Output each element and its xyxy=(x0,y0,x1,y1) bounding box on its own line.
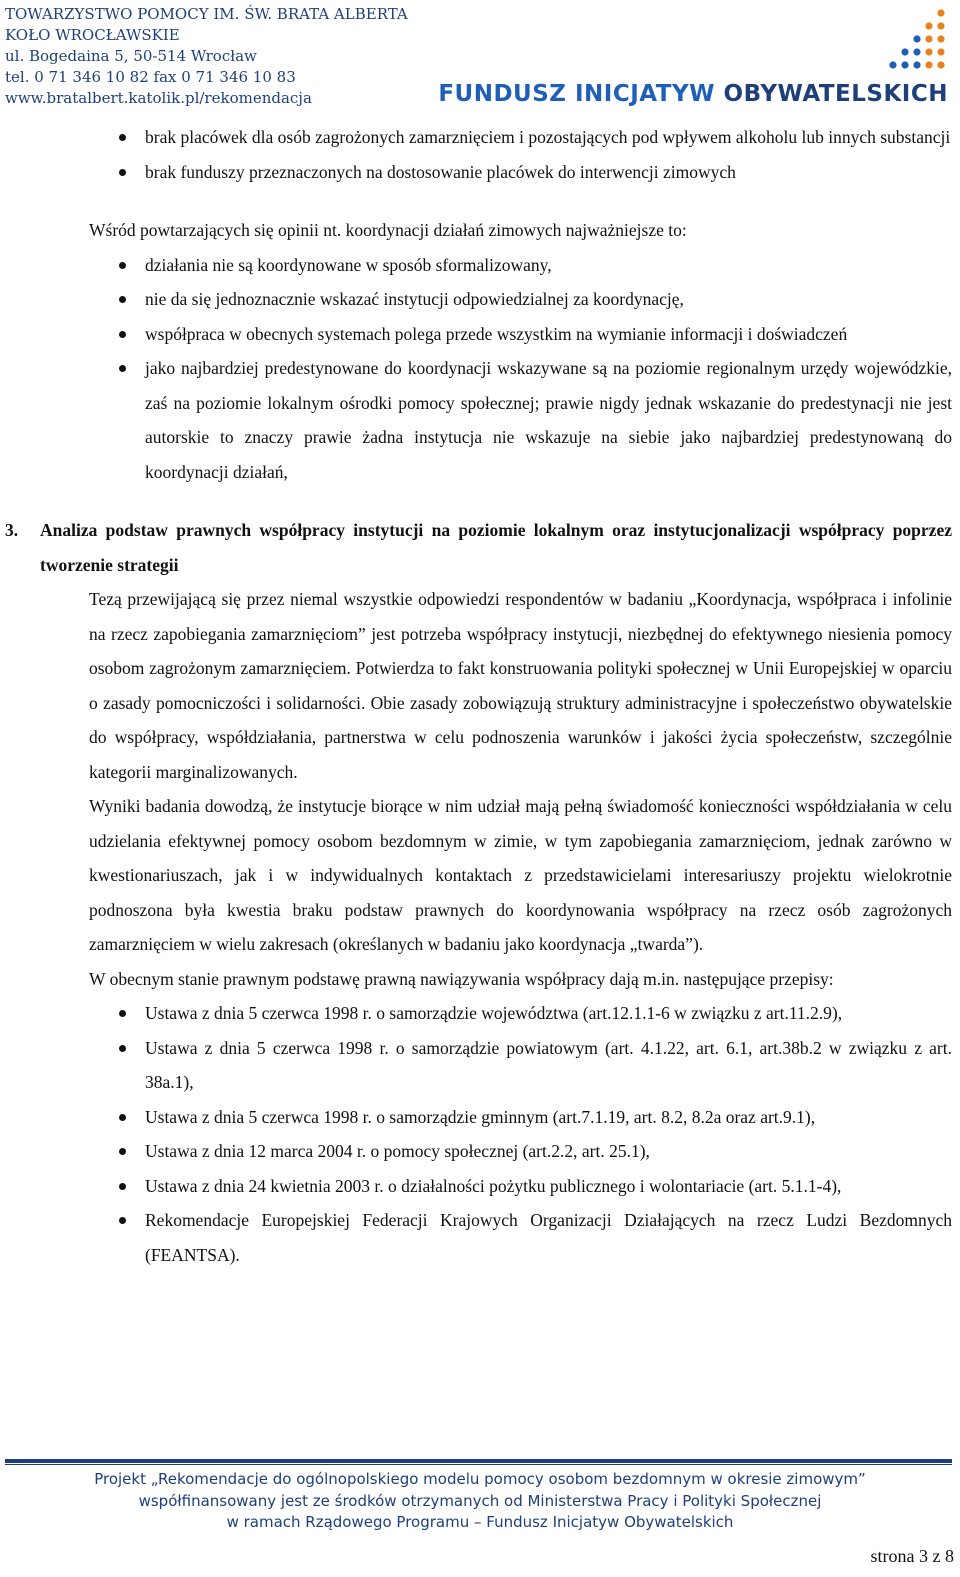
org-address: ul. Bogedaina 5, 50-514 Wrocław xyxy=(5,47,257,65)
footer-line: w ramach Rządowego Programu – Fundusz Inicjatyw Obywatelskich xyxy=(226,1513,734,1531)
logo-dot xyxy=(913,61,920,68)
logo-dot xyxy=(889,61,896,68)
organization-header xyxy=(5,4,408,109)
org-phone: tel. 0 71 346 10 82 fax 0 71 346 10 83 xyxy=(5,68,296,86)
intro-bullet-list xyxy=(0,120,960,189)
footer-divider xyxy=(5,1459,952,1463)
list-item: współpraca w obecnych systemach polega przede wszystkim na wymianie informacji i doświadczeń xyxy=(0,317,960,352)
fio-logo-part2: OBYWATELSKICH xyxy=(723,81,948,107)
logo-dot xyxy=(913,35,920,42)
list-item: Ustawa z dnia 12 marca 2004 r. o pomocy społecznej (art.2.2, art. 25.1), xyxy=(0,1134,960,1169)
list-item: jako najbardziej predestynowane do koordynacji wskazywane są na poziomie regionalnym urzędy wojewódzkie, zaś na poziomie lokalnym ośrodki pomocy społecznej; prawie nigdy jednak wskazanie do predestynacji nie jest autorskie to znaczy prawie żadna instytucja nie wskazuje na siebie jako najbardziej predestynowaną do koordynacji działań, xyxy=(0,351,960,489)
list-item: Ustawa z dnia 5 czerwca 1998 r. o samorządzie gminnym (art.7.1.19, art. 8.2, 8.2a oraz art.9.1), xyxy=(0,1100,960,1135)
logo-dot xyxy=(913,48,920,55)
logo-dot xyxy=(937,9,944,16)
opinions-bullet-list xyxy=(0,248,960,490)
footer-line: Projekt „Rekomendacje do ogólnopolskiego modelu pomocy osobom bezdomnym w okresie zimowym” xyxy=(94,1470,866,1488)
law-bullet-list xyxy=(0,996,960,1272)
logo-dot xyxy=(925,61,932,68)
section-title: Analiza podstaw prawnych współpracy instytucji na poziomie lokalnym oraz instytucjonalizacji współpracy poprzez tworzenie strategii xyxy=(40,520,952,575)
fio-logo-text xyxy=(438,81,948,107)
list-item: brak funduszy przeznaczonych na dostosowanie placówek do interwencji zimowych xyxy=(0,155,960,190)
paragraph: Tezą przewijającą się przez niemal wszystkie odpowiedzi respondentów w badaniu „Koordynacja, współpraca i infolinie na rzecz zapobiegania zamarznięciom” jest potrzeba współpracy instytucji, niezbędnej do efektywnego niesienia pomocy osobom zagrożonym zamarznięciem. Potwierdza to fakt konstruowania polityki społecznej w Unii Europejskiej w oparciu o zasady pomocniczości i solidarności. Obie zasady zobowiązują struktury administracyjne i społeczeństwo obywatelskie do współpracy, współdziałania, partnerstwa w celu podnoszenia warunków i jakości życia społeczeństw, szczególnie kategorii marginalizowanych. xyxy=(89,589,952,782)
section-number: 3. xyxy=(5,520,19,540)
org-website: www.bratalbert.katolik.pl/rekomendacja xyxy=(5,89,312,107)
list-item: brak placówek dla osób zagrożonych zamarznięciem i pozostających pod wpływem alkoholu lub innych substancji xyxy=(0,120,960,155)
paragraph: Wyniki badania dowodzą, że instytucje biorące w nim udział mają pełną świadomość konieczności współdziałania w celu udzielania efektywnej pomocy osobom bezdomnym w zimie, w tym zapobiegania zamarznięciom, jednak zarówno w kwestionariuszach, jak i w indywidualnych kontaktach z przedstawicielami interesariuszy projektu wielokrotnie podnoszona była kwestia braku podstaw prawnych do koordynowania współpracy na rzecz osób zagrożonych zamarznięciem w wielu zakresach (określanych w badaniu jako koordynacja „twarda”). xyxy=(89,796,952,954)
org-branch: KOŁO WROCŁAWSKIE xyxy=(5,26,180,44)
logo-dot xyxy=(901,61,908,68)
page-number: strona 3 z 8 xyxy=(870,1546,954,1566)
logo-dot xyxy=(925,22,932,29)
list-item: Ustawa z dnia 24 kwietnia 2003 r. o działalności pożytku publicznego i wolontariacie (art. 5.1.1-4), xyxy=(0,1169,960,1204)
footer-divider-thin xyxy=(5,1464,952,1465)
opinions-lead: Wśród powtarzających się opinii nt. koordynacji działań zimowych najważniejsze to: xyxy=(89,220,687,240)
paragraph: W obecnym stanie prawnym podstawę prawną nawiązywania współpracy dają m.in. następujące przepisy: xyxy=(89,968,834,989)
logo-dot xyxy=(925,48,932,55)
list-item: działania nie są koordynowane w sposób sformalizowany, xyxy=(0,248,960,283)
list-item: Ustawa z dnia 5 czerwca 1998 r. o samorządzie województwa (art.12.1.1-6 w związku z art.11.2.9), xyxy=(0,996,960,1031)
list-item: Ustawa z dnia 5 czerwca 1998 r. o samorządzie powiatowym (art. 4.1.22, art. 6.1, art.38b.2 w związku z art. 38a.1), xyxy=(0,1031,960,1100)
list-item: Rekomendacje Europejskiej Federacji Krajowych Organizacji Działających na rzecz Ludzi Bezdomnych (FEANTSA). xyxy=(0,1203,960,1272)
section-heading xyxy=(0,513,960,582)
org-name: TOWARZYSTWO POMOCY IM. ŚW. BRATA ALBERTA xyxy=(5,5,408,23)
list-item: nie da się jednoznacznie wskazać instytucji odpowiedzialnej za koordynację, xyxy=(0,282,960,317)
fio-logo-part1: FUNDUSZ INICJATYW xyxy=(438,81,716,107)
fio-logo-dots-icon xyxy=(438,4,950,84)
logo-dot xyxy=(925,35,932,42)
logo-dot xyxy=(937,22,944,29)
logo-dot xyxy=(901,48,908,55)
logo-dot xyxy=(937,48,944,55)
footer xyxy=(0,1469,960,1534)
logo-dot xyxy=(937,35,944,42)
footer-line: współfinansowany jest ze środków otrzymanych od Ministerstwa Pracy i Polityki Społecznej xyxy=(138,1491,822,1510)
logo-dot xyxy=(937,61,944,68)
fio-logo xyxy=(438,4,950,108)
document-body xyxy=(0,120,960,1272)
